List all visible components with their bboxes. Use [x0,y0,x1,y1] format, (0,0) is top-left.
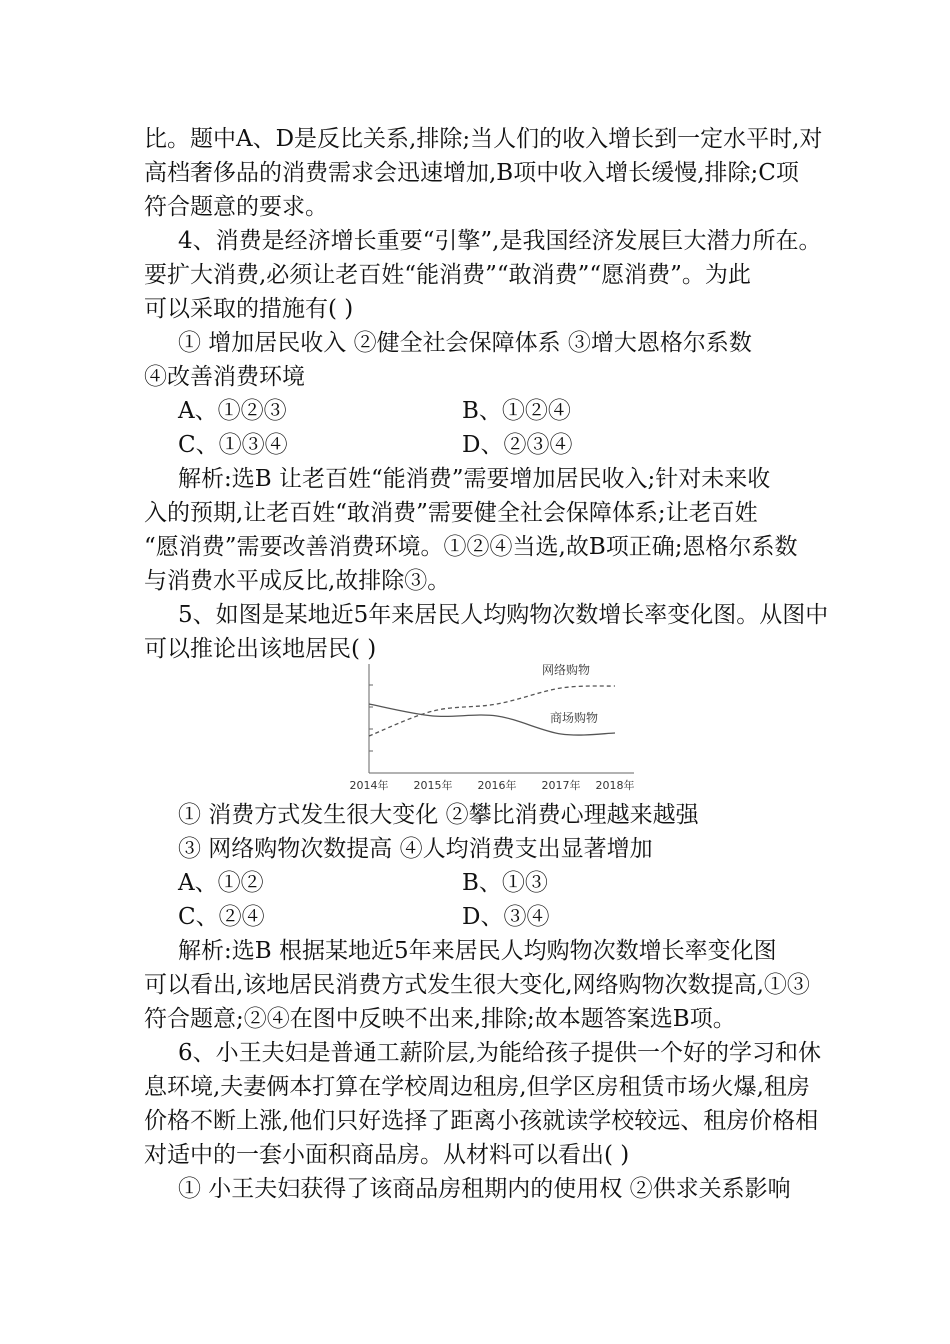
question-6-stem: 对适中的一套小面积商品房。从材料可以看出( ) [144,1142,630,1168]
option-d: D、③④ [462,904,550,930]
option-a: A、①②③ [178,398,287,424]
text-line: 比。题中A、D是反比关系,排除;当人们的收入增长到一定水平时,对 [144,126,823,152]
x-tick-label: 2017年 [541,779,581,792]
x-tick-label: 2015年 [413,779,453,792]
question-6-stem: 6、小王夫妇是普通工薪阶层,为能给孩子提供一个好的学习和休 [178,1040,821,1066]
series-label-mall: 商场购物 [550,711,599,725]
question-6-stem: 息环境,夫妻俩本打算在学校周边租房,但学区房租赁市场火爆,租房 [144,1074,810,1100]
analysis-line: 可以看出,该地居民消费方式发生很大变化,网络购物次数提高,①③ [144,972,810,998]
question-6-items: ① 小王夫妇获得了该商品房租期内的使用权 ②供求关系影响 [178,1176,791,1202]
question-5-items: ① 消费方式发生很大变化 ②攀比消费心理越来越强 [178,802,699,828]
analysis-line: 解析:选B 让老百姓“能消费”需要增加居民收入;针对未来收 [178,466,771,492]
x-tick-label: 2018年 [595,779,635,792]
question-5-stem: 可以推论出该地居民( ) [144,636,377,662]
shopping-growth-chart [344,656,644,796]
option-d: D、②③④ [462,432,573,458]
analysis-line: 入的预期,让老百姓“敢消费”需要健全社会保障体系;让老百姓 [144,500,758,526]
option-c: C、②④ [178,904,265,930]
x-tick-label: 2016年 [477,779,517,792]
analysis-line: 符合题意;②④在图中反映不出来,排除;故本题答案选B项。 [144,1006,736,1032]
analysis-line: 与消费水平成反比,故排除③。 [144,568,451,594]
question-4-stem: 要扩大消费,必须让老百姓“能消费”“敢消费”“愿消费”。为此 [144,262,751,288]
text-line: 符合题意的要求。 [144,194,328,220]
question-4-items: ① 增加居民收入 ②健全社会保障体系 ③增大恩格尔系数 [178,330,752,356]
question-6-stem: 价格不断上涨,他们只好选择了距离小孩就读学校较远、租房价格相 [144,1108,819,1134]
option-b: B、①②④ [462,398,571,424]
series-label-online: 网络购物 [542,663,591,677]
x-tick-label: 2014年 [349,779,389,792]
option-a: A、①② [178,870,264,896]
analysis-line: “愿消费”需要改善消费环境。①②④当选,故B项正确;恩格尔系数 [144,534,798,560]
analysis-line: 解析:选B 根据某地近5年来居民人均购物次数增长率变化图 [178,938,777,964]
option-c: C、①③④ [178,432,288,458]
question-4-stem: 可以采取的措施有( ) [144,296,354,322]
text-line: 高档奢侈品的消费需求会迅速增加,B项中收入增长缓慢,排除;C项 [144,160,799,186]
question-4-stem: 4、消费是经济增长重要“引擎”,是我国经济发展巨大潜力所在。 [178,228,822,254]
question-5-items: ③ 网络购物次数提高 ④人均消费支出显著增加 [178,836,653,862]
option-b: B、①③ [462,870,548,896]
question-4-items: ④改善消费环境 [144,364,305,390]
question-5-stem: 5、如图是某地近5年来居民人均购物次数增长率变化图。从图中 [178,602,829,628]
